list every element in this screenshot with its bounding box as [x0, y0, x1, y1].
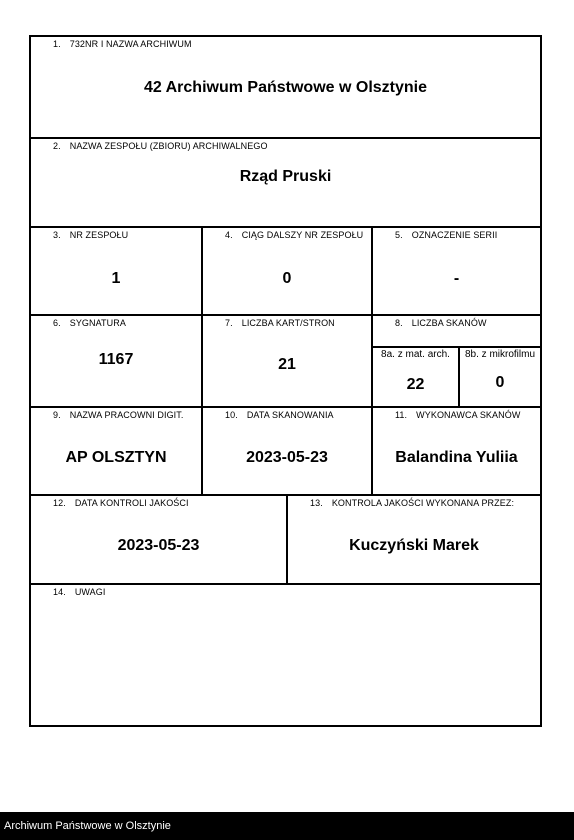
- row-fond-name: [31, 137, 540, 226]
- scans-microfilm-label: 8b. z mikrofilmu: [464, 349, 535, 360]
- scans-subfields: [373, 346, 540, 406]
- field-label: 14. UWAGI: [53, 587, 106, 597]
- fond-number-value: 1: [111, 270, 121, 287]
- field-label: 8. LICZBA SKANÓW: [395, 318, 487, 328]
- pages-value: 21: [278, 356, 296, 373]
- field-scans-microfilm: [458, 348, 540, 406]
- fond-name-value: Rząd Pruski: [239, 168, 332, 185]
- metadata-card: [29, 35, 542, 727]
- scans-archival-value: 22: [406, 376, 425, 393]
- scans-archival-label: 8a. z mat. arch.: [381, 349, 450, 360]
- field-label: 5. OZNACZENIE SERII: [395, 230, 498, 240]
- field-label: 3. NR ZESPOŁU: [53, 230, 129, 240]
- field-studio: [31, 408, 201, 494]
- signature-value: 1167: [98, 351, 134, 368]
- field-label: 10. DATA SKANOWANIA: [225, 410, 334, 420]
- qc-date-value: 2023-05-23: [117, 537, 200, 554]
- series-value: -: [453, 270, 460, 287]
- scans-microfilm-value: 0: [495, 374, 505, 391]
- field-label: 13. KONTROLA JAKOŚCI WYKONANA PRZEZ:: [310, 498, 515, 508]
- row-archive: [31, 37, 540, 137]
- field-label: 11. WYKONAWCA SKANÓW: [395, 410, 521, 420]
- field-label: 1. 732NR I NAZWA ARCHIWUM: [53, 39, 192, 49]
- field-notes: [31, 585, 540, 725]
- scanner-value: Balandina Yuliia: [395, 449, 518, 466]
- field-scan-date: [201, 408, 371, 494]
- row-signature: [31, 314, 540, 406]
- field-qc-by: [286, 496, 540, 583]
- footer-bar: [0, 812, 574, 840]
- field-scanner: [371, 408, 540, 494]
- field-label: 9. NAZWA PRACOWNI DIGIT.: [53, 410, 184, 420]
- qc-by-value: Kuczyński Marek: [349, 537, 479, 554]
- field-label: 12. DATA KONTROLI JAKOŚCI: [53, 498, 189, 508]
- studio-value: AP OLSZTYN: [65, 449, 167, 466]
- field-fond-name: [31, 139, 540, 226]
- archive-value: 42 Archiwum Państwowe w Olsztynie: [143, 79, 428, 96]
- field-series: [371, 228, 540, 314]
- field-scans-archival: [373, 348, 458, 406]
- field-pages: [201, 316, 371, 406]
- scan-date-value: 2023-05-23: [246, 449, 328, 466]
- row-fond-numbers: [31, 226, 540, 314]
- field-scans: [371, 316, 540, 406]
- field-archive: [31, 37, 540, 137]
- field-qc-date: [31, 496, 286, 583]
- row-quality-control: [31, 494, 540, 583]
- field-label: 4. CIĄG DALSZY NR ZESPOŁU: [225, 230, 364, 240]
- row-notes: [31, 583, 540, 725]
- fond-continuation-value: 0: [282, 270, 292, 287]
- field-label: 2. NAZWA ZESPOŁU (ZBIORU) ARCHIWALNEGO: [53, 141, 268, 151]
- field-signature: [31, 316, 201, 406]
- row-digitization: [31, 406, 540, 494]
- field-fond-number: [31, 228, 201, 314]
- field-fond-continuation: [201, 228, 371, 314]
- field-label: 6. SYGNATURA: [53, 318, 126, 328]
- field-label: 7. LICZBA KART/STRON: [225, 318, 335, 328]
- footer-text: Archiwum Państwowe w Olsztynie: [4, 820, 171, 832]
